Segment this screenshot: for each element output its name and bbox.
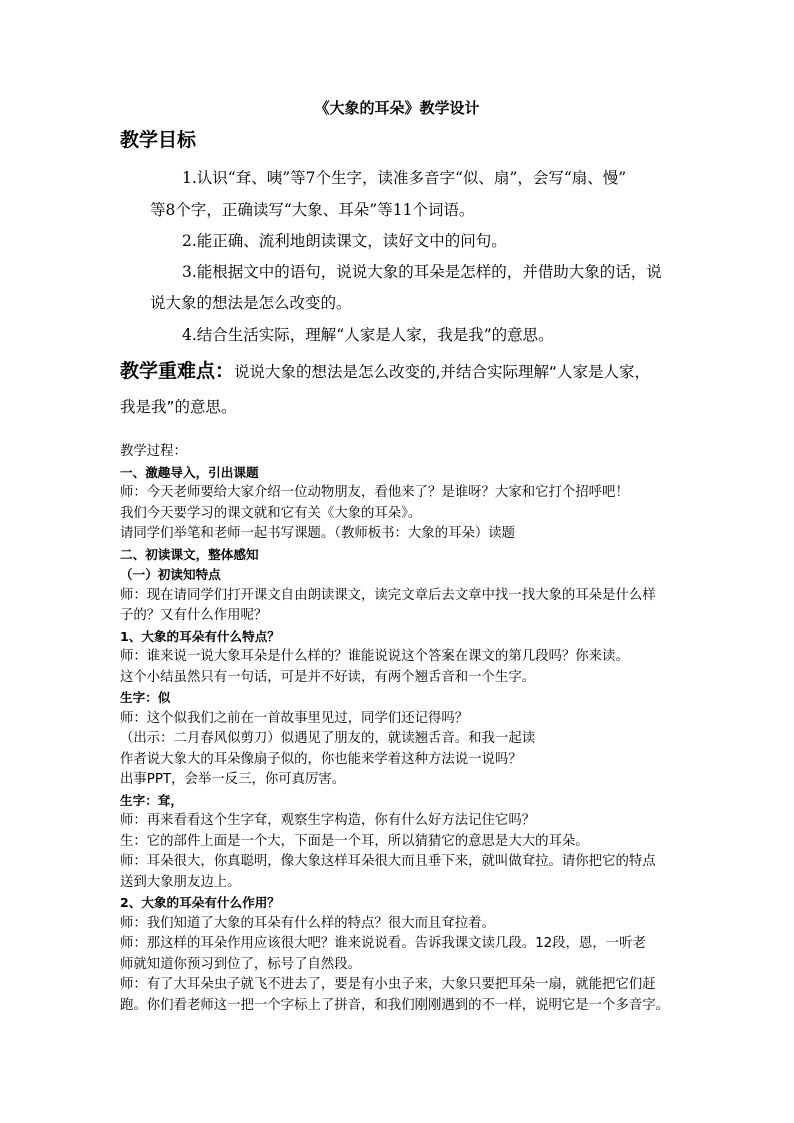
process-line: 师：谁来说一说大象耳朵是什么样的？谁能说说这个答案在课文的第几段吗？你来读。 <box>120 649 629 664</box>
objectives-heading: 教学目标 <box>120 129 197 151</box>
key-points <box>120 356 650 383</box>
process-line: 请同学们举笔和老师一起书写课题。（教师板书：大象的耳朵）读题 <box>120 526 516 541</box>
process-line: （一）初读知特点 <box>120 567 221 582</box>
process-line: 1、大象的耳朵有什么特点？ <box>120 628 280 644</box>
process-line: 生字：耷， <box>120 792 183 808</box>
process-heading: 教学过程： <box>120 444 187 459</box>
process-line: 作者说大象大的耳朵像扇子似的，你也能来学着这种方法说一说吗？ <box>120 751 522 767</box>
process-line: 师：有了大耳朵虫子就飞不进去了，要是有小虫子来，大象只要把耳朵一扇，就能把它们赶 <box>120 977 656 992</box>
process-line: 跑。你们看老师这一把一个字标上了拼音，和我们刚刚遇到的不一样，说明它是一个多音字。 <box>120 997 670 1013</box>
objective-line: 4.结合生活实际，理解“人家是人家，我是我”的意思。 <box>182 326 554 344</box>
key-points-text: 说说大象的想法是怎么改变的,并结合实际理解“人家是人家， <box>234 363 650 381</box>
process-line: 师：我们知道了大象的耳朵有什么样的特点？很大而且耷拉着。 <box>120 915 495 931</box>
process-line: （出示：二月春风似剪刀）似遇见了朋友的，就读翘舌音。和我一起读 <box>120 731 536 746</box>
key-points-continuation: 我是我”的意思。 <box>120 398 237 416</box>
process-line: 出事PPT，会举一反三，你可真厉害。 <box>120 772 346 787</box>
process-line: 生：它的部件上面是一个大，下面是一个耳，所以猜猜它的意思是大大的耳朵。 <box>120 833 589 849</box>
process-line: 师就知道你预习到位了，标号了自然段。 <box>120 956 362 972</box>
process-line: 师：这个似我们之前在一首故事里见过，同学们还记得吗？ <box>120 710 469 726</box>
process-line: 师：现在请同学们打开课文自由朗读课文，读完文章后去文章中找一找大象的耳朵是什么样 <box>120 587 656 603</box>
process-line: 送到大象朋友边上。 <box>120 874 241 890</box>
process-line: 一、激趣导入，引出课题 <box>120 464 259 480</box>
process-line: 师：再来看看这个生字耷，观察生字构造，你有什么好方法记住它吗？ <box>120 813 536 828</box>
process-line: 师：那这样的耳朵作用应该很大吧？谁来说说看。告诉我课文读几段。12段，恩，一听老 <box>120 936 646 951</box>
process-line: 生字：似 <box>120 690 171 705</box>
objective-line: 等8个字，正确读写“大象、耳朵”等11个词语。 <box>150 201 475 219</box>
process-line: 子的？又有什么作用呢？ <box>120 608 268 623</box>
process-line: 我们今天要学习的课文就和它有关《大象的耳朵》。 <box>120 505 422 521</box>
objective-line: 2.能正确、流利地朗读课文，读好文中的问句。 <box>182 232 507 250</box>
document-title: 《大象的耳朵》教学设计 <box>314 99 480 117</box>
process-section <box>120 442 680 1016</box>
process-line: 师：今天老师要给大家介绍一位动物朋友，看他来了？是谁呀？大家和它打个招呼吧！ <box>120 485 629 500</box>
process-line: 2、大象的耳朵有什么作用？ <box>120 895 280 910</box>
process-line: 二、初读课文，整体感知 <box>120 546 259 562</box>
objective-line: 3.能根据文中的语句，说说大象的耳朵是怎样的，并借助大象的话，说 <box>182 263 662 281</box>
key-points-label: 教学重难点： <box>120 360 235 382</box>
objective-line: 1.认识“耷、咦”等7个生字，读准多音字“似、扇”，会写“扇、慢” <box>182 169 627 187</box>
process-line: 这个小结虽然只有一句话，可是并不好读，有两个翘舌音和一个生字。 <box>120 669 536 685</box>
process-line: 师：耳朵很大，你真聪明，像大象这样耳朵很大而且垂下来，就叫做耷拉。请你把它的特点 <box>120 854 656 869</box>
objective-line: 说大象的想法是怎么改变的。 <box>150 294 352 312</box>
